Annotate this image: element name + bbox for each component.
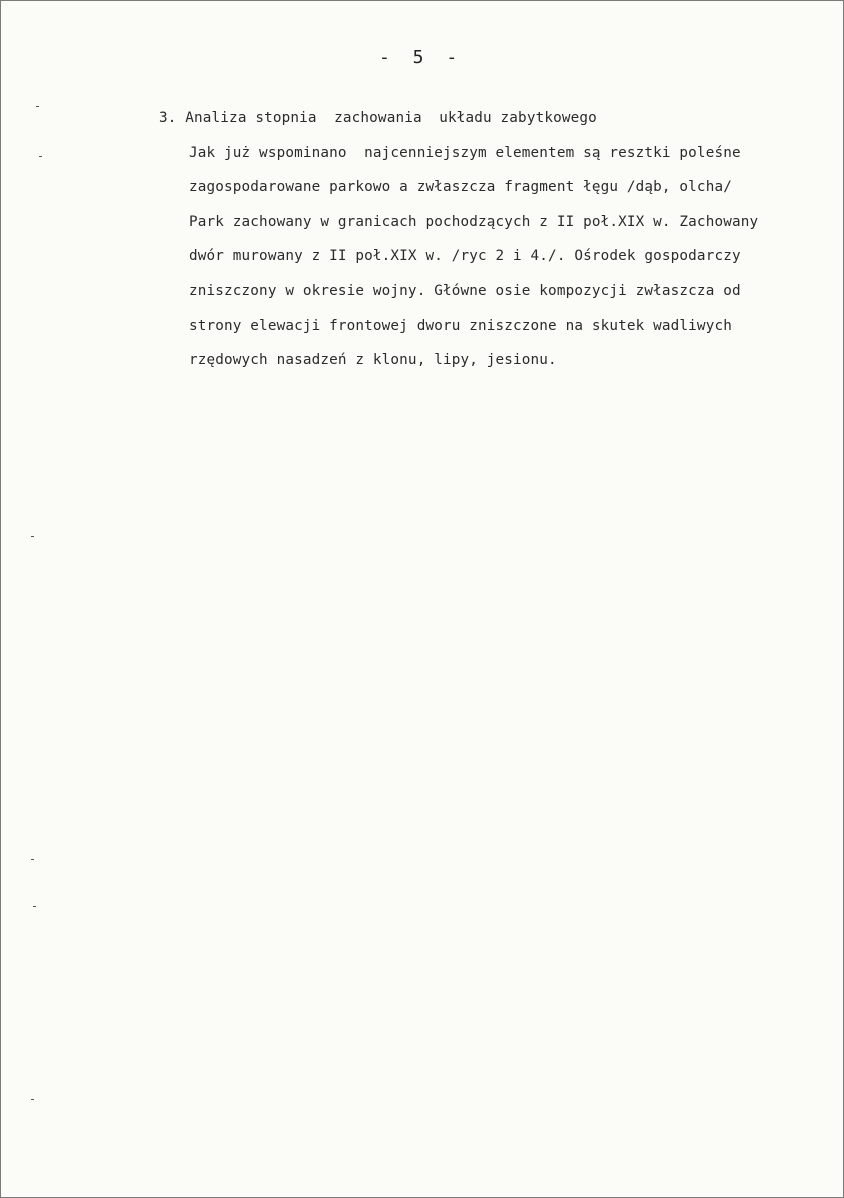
section-text [159,101,839,378]
text-line: Jak już wspominano najcenniejszym elementem są resztki poleśne [189,144,741,161]
margin-mark [33,906,36,907]
section-heading: 3. Analiza stopnia zachowania układu zabytkowego [159,110,597,126]
margin-mark [31,1099,34,1100]
text-line: zagospodarowane parkowo a zwłaszcza fragment łęgu /dąb, olcha/ [189,179,732,196]
margin-mark [36,106,39,107]
text-line: rzędowych nasadzeń z klonu, lipy, jesionu. [189,352,557,369]
text-line: zniszczony w okresie wojny. Główne osie kompozycji zwłaszcza od [189,282,741,299]
text-line: strony elewacji frontowej dworu zniszczone na skutek wadliwych [189,317,732,334]
text-line: Park zachowany w granicach pochodzących z II poł.XIX w. Zachowany [189,213,759,230]
margin-mark [31,536,34,537]
margin-mark [31,859,34,860]
margin-mark [39,156,42,157]
text-line: dwór murowany z II poł.XIX w. /ryc 2 i 4./. Ośrodek gospodarczy [189,248,741,265]
page-number: - 5 - [379,47,464,68]
